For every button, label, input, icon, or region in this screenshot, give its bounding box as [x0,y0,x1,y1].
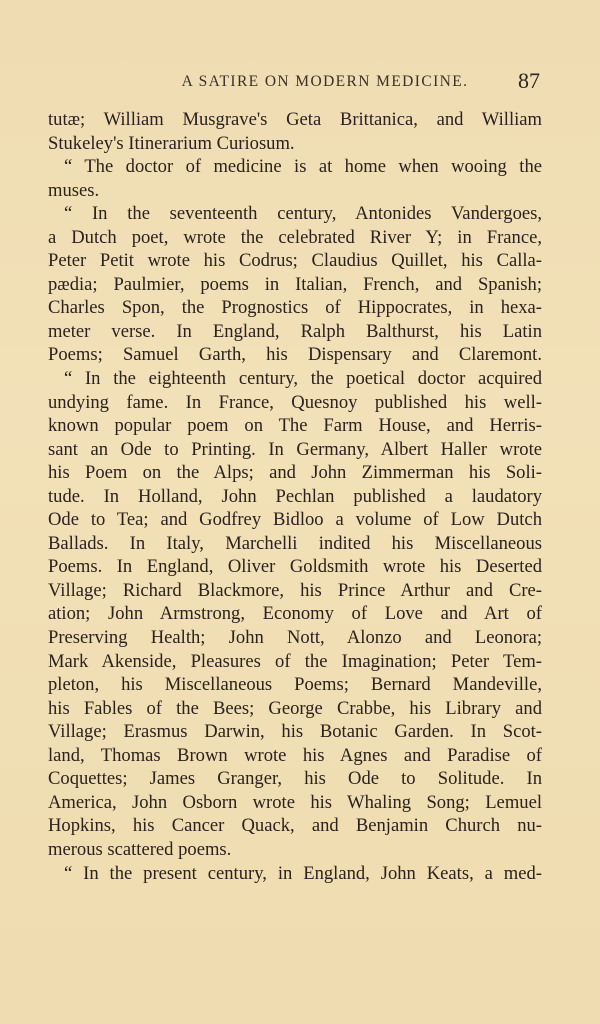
text-line: his Poem on the Alps; and John Zimmerman his Soli- [48,462,542,484]
text-line: America, John Osborn wrote his Whaling Song; Lemuel [48,791,542,813]
text-line: “ In the seventeenth century, Antonides Vandergoes, [64,203,542,225]
text-line: undying fame. In France, Quesnoy published his well- [48,391,542,413]
text-line: Charles Spon, the Prognostics of Hippocrates, in hexa- [48,297,542,319]
text-line: Village; Richard Blackmore, his Prince Arthur and Cre- [48,579,542,601]
text-line: “ In the eighteenth century, the poetical doctor acquired [64,368,542,390]
text-line: muses. [48,179,100,201]
text-line: a Dutch poet, wrote the celebrated River Y; in France, [48,226,542,248]
text-line: known popular poem on The Farm House, and Herris- [48,415,542,437]
text-line: Ballads. In Italy, Marchelli indited his Miscellaneous [48,532,542,554]
text-line: Coquettes; James Granger, his Ode to Solitude. In [48,768,542,790]
text-line: meter verse. In England, Ralph Balthurst, his Latin [48,320,542,342]
text-line: Stukeley's Itinerarium Curiosum. [48,132,295,154]
text-line: Ode to Tea; and Godfrey Bidloo a volume of Low Dutch [48,509,542,531]
text-line: sant an Ode to Printing. In Germany, Albert Haller wrote [48,438,542,460]
text-line: land, Thomas Brown wrote his Agnes and Paradise of [48,744,542,766]
text-line: tutæ; William Musgrave's Geta Brittanica, and William [48,109,542,130]
text-line: Preserving Health; John Nott, Alonzo and Leonora; [48,627,542,649]
text-line: pleton, his Miscellaneous Poems; Bernard Mandeville, [48,674,542,696]
text-line: “ In the present century, in England, John Keats, a med- [64,862,542,884]
text-line: Hopkins, his Cancer Quack, and Benjamin Church nu- [48,815,542,837]
text-line: “ The doctor of medicine is at home when wooing the [64,156,542,178]
text-line: his Fables of the Bees; George Crabbe, his Library and [48,697,542,719]
text-line: tude. In Holland, John Pechlan published a laudatory [48,485,542,507]
text-line: Village; Erasmus Darwin, his Botanic Garden. In Scot- [48,721,542,743]
text-line: Mark Akenside, Pleasures of the Imagination; Peter Tem- [48,650,542,672]
text-line: Peter Petit wrote his Codrus; Claudius Quillet, his Calla- [48,250,542,272]
text-line: Poems; Samuel Garth, his Dispensary and Claremont. [48,344,542,366]
text-line: pædia; Paulmier, poems in Italian, French, and Spanish; [48,273,542,295]
body-text [48,108,542,885]
text-line: ation; John Armstrong, Economy of Love and Art of [48,603,542,625]
text-line: Poems. In England, Oliver Goldsmith wrote his Deserted [48,556,542,578]
running-title: A SATIRE ON MODERN MEDICINE. [181,73,469,90]
page-header [48,68,542,96]
page-number: 87 [518,68,540,93]
text-line: merous scattered poems. [48,838,232,860]
